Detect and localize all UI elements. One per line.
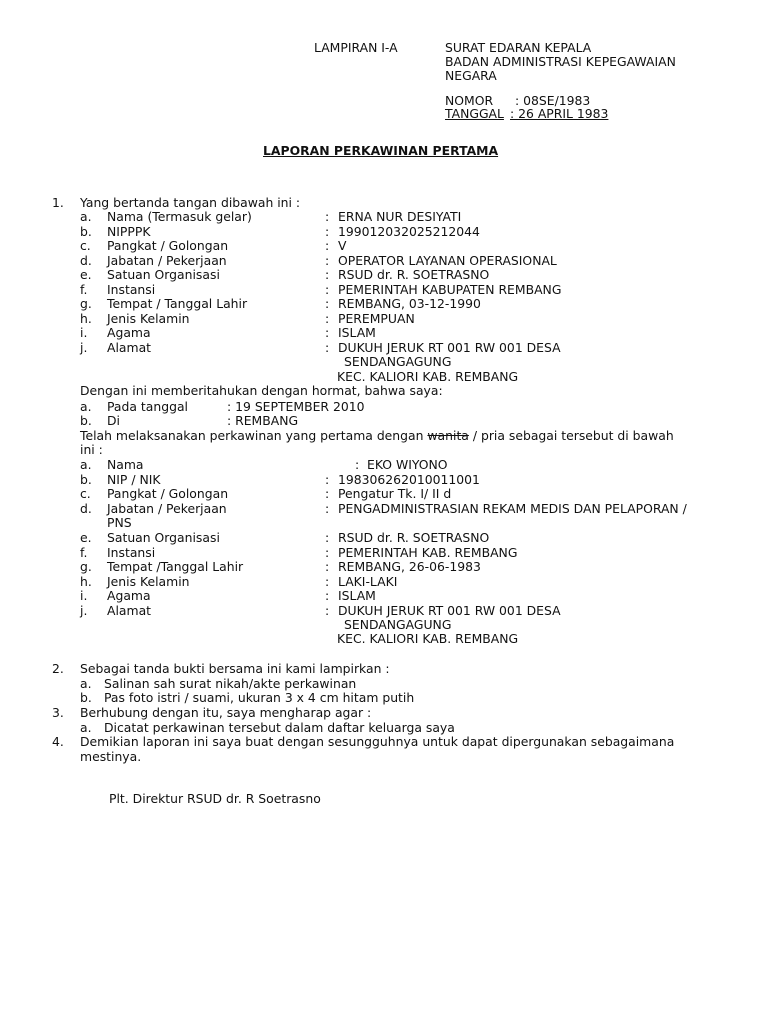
row-value: RSUD dr. R. SOETRASNO	[338, 267, 490, 282]
row-value: REMBANG, 26-06-1983	[338, 559, 481, 574]
row-label: NIPPPK	[107, 224, 151, 239]
spouse-alamat-cont-2: KEC. KALIORI KAB. REMBANG	[337, 631, 519, 646]
row-letter: h.	[80, 574, 92, 589]
surat-line-2: BADAN ADMINISTRASI KEPEGAWAIAN	[445, 54, 676, 69]
row-value: PEMERINTAH KAB. REMBANG	[338, 545, 518, 560]
section2-a-text: Salinan sah surat nikah/akte perkawinan	[104, 676, 357, 691]
section2-b-letter: b.	[80, 690, 92, 705]
row-letter: b.	[80, 472, 92, 487]
row-letter: d.	[80, 253, 92, 268]
row-label: Agama	[107, 325, 151, 340]
row-letter: e.	[80, 530, 92, 545]
signature-line: Plt. Direktur RSUD dr. R Soetrasno	[109, 791, 321, 806]
row-letter: g.	[80, 296, 92, 311]
row-separator: :	[325, 472, 330, 487]
row-separator: :	[325, 530, 330, 545]
row-letter: c.	[80, 238, 91, 253]
row-label: Satuan Organisasi	[107, 530, 220, 545]
notice-a-value: : 19 SEPTEMBER 2010	[227, 399, 365, 414]
row-value: LAKI-LAKI	[338, 574, 398, 589]
row-value: 199012032025212044	[338, 224, 480, 239]
row-separator: :	[325, 253, 330, 268]
row-letter: j.	[80, 603, 88, 618]
section3-num: 3.	[52, 705, 64, 720]
notice-b-value: : REMBANG	[227, 413, 299, 428]
row-value: PEREMPUAN	[338, 311, 415, 326]
row-letter: f.	[80, 282, 88, 297]
nomor-label: NOMOR	[445, 93, 494, 108]
row-label: Jenis Kelamin	[107, 574, 190, 589]
row-letter: g.	[80, 559, 92, 574]
row-label: Tempat / Tanggal Lahir	[107, 296, 248, 311]
row-label: Pangkat / Golongan	[107, 238, 229, 253]
section2-num: 2.	[52, 661, 64, 676]
section1-intro: Yang bertanda tangan dibawah ini :	[80, 195, 301, 210]
section2-a-letter: a.	[80, 676, 92, 691]
row-value: DUKUH JERUK RT 001 RW 001 DESA	[338, 603, 561, 618]
row-letter: c.	[80, 486, 91, 501]
row-letter: b.	[80, 224, 92, 239]
section2-b-text: Pas foto istri / suami, ukuran 3 x 4 cm hitam putih	[104, 690, 415, 705]
row-separator: :	[355, 457, 360, 472]
jabatan-cont: PNS	[107, 515, 132, 530]
row-label: Jenis Kelamin	[107, 311, 190, 326]
row-separator: :	[325, 267, 330, 282]
row-letter: d.	[80, 501, 92, 516]
section2-text: Sebagai tanda bukti bersama ini kami lampirkan :	[80, 661, 390, 676]
row-label: Pangkat / Golongan	[107, 486, 229, 501]
row-letter: e.	[80, 267, 92, 282]
row-label: Instansi	[107, 282, 156, 297]
row-value: V	[338, 238, 347, 253]
row-label: Satuan Organisasi	[107, 267, 220, 282]
row-label: NIP / NIK	[107, 472, 161, 487]
row-separator: :	[325, 238, 330, 253]
married-pre: Telah melaksanakan perkawinan yang pertama dengan	[80, 428, 428, 443]
married-post: / pria sebagai tersebut di bawah	[468, 428, 674, 443]
row-separator: :	[325, 574, 330, 589]
row-separator: :	[325, 545, 330, 560]
surat-line-3: NEGARA	[445, 68, 497, 83]
row-label: Tempat /Tanggal Lahir	[107, 559, 244, 574]
lampiran-label: LAMPIRAN I-A	[314, 40, 398, 55]
row-separator: :	[325, 559, 330, 574]
row-value: REMBANG, 03-12-1990	[338, 296, 481, 311]
row-separator: :	[325, 486, 330, 501]
row-letter: i.	[80, 325, 88, 340]
row-value: PEMERINTAH KABUPATEN REMBANG	[338, 282, 562, 297]
page-title: LAPORAN PERKAWINAN PERTAMA	[263, 143, 499, 158]
notice-b-letter: b.	[80, 413, 92, 428]
section3-a-letter: a.	[80, 720, 92, 735]
spouse-alamat-cont-1: SENDANGAGUNG	[344, 617, 452, 632]
row-label: Alamat	[107, 340, 152, 355]
row-separator: :	[325, 282, 330, 297]
notice-a-letter: a.	[80, 399, 92, 414]
section4-text: Demikian laporan ini saya buat dengan sesungguhnya untuk dapat dipergunakan sebagaimana	[80, 734, 675, 749]
section3-a-text: Dicatat perkawinan tersebut dalam daftar keluarga saya	[104, 720, 455, 735]
notice-a-label: Pada tanggal	[107, 399, 188, 414]
row-separator: :	[325, 224, 330, 239]
row-separator: :	[325, 325, 330, 340]
row-label: Alamat	[107, 603, 152, 618]
married-cont: ini :	[80, 442, 103, 457]
row-value: ERNA NUR DESIYATI	[338, 209, 462, 224]
row-separator: :	[325, 209, 330, 224]
row-label: Jabatan / Pekerjaan	[107, 501, 227, 516]
row-value: PENGADMINISTRASIAN REKAM MEDIS DAN PELAPORAN /	[338, 501, 687, 516]
nomor-value: : 08SE/1983	[515, 93, 591, 108]
row-value: DUKUH JERUK RT 001 RW 001 DESA	[338, 340, 561, 355]
row-label: Agama	[107, 588, 151, 603]
tanggal-value: : 26 APRIL 1983	[510, 106, 609, 121]
married-struck-word: wanita	[427, 428, 469, 443]
notice-b-label: Di	[107, 413, 120, 428]
row-separator: :	[325, 340, 330, 355]
row-value: EKO WIYONO	[367, 457, 448, 472]
married-statement	[80, 429, 674, 444]
row-label: Instansi	[107, 545, 156, 560]
row-value: 198306262010011001	[338, 472, 480, 487]
notice-text: Dengan ini memberitahukan dengan hormat, bahwa saya:	[80, 383, 443, 398]
row-label: Nama	[107, 457, 144, 472]
tanggal-label: TANGGAL	[445, 106, 504, 121]
row-separator: :	[325, 603, 330, 618]
section3-text: Berhubung dengan itu, saya mengharap agar :	[80, 705, 372, 720]
row-letter: j.	[80, 340, 88, 355]
row-label: Nama (Termasuk gelar)	[107, 209, 252, 224]
row-value: Pengatur Tk. I/ II d	[338, 486, 452, 501]
alamat-cont-1: SENDANGAGUNG	[344, 354, 452, 369]
row-value: RSUD dr. R. SOETRASNO	[338, 530, 490, 545]
row-value: ISLAM	[338, 588, 376, 603]
row-letter: i.	[80, 588, 88, 603]
row-label: Jabatan / Pekerjaan	[107, 253, 227, 268]
row-letter: h.	[80, 311, 92, 326]
row-letter: f.	[80, 545, 88, 560]
row-letter: a.	[80, 209, 92, 224]
row-separator: :	[325, 296, 330, 311]
section1-num: 1.	[52, 195, 64, 210]
row-value: ISLAM	[338, 325, 376, 340]
row-separator: :	[325, 311, 330, 326]
surat-line-1: SURAT EDARAN KEPALA	[445, 40, 592, 55]
row-separator: :	[325, 501, 330, 516]
alamat-cont-2: KEC. KALIORI KAB. REMBANG	[337, 369, 519, 384]
row-letter: a.	[80, 457, 92, 472]
section4-cont: mestinya.	[80, 749, 142, 764]
section4-num: 4.	[52, 734, 64, 749]
row-value: OPERATOR LAYANAN OPERASIONAL	[338, 253, 557, 268]
row-separator: :	[325, 588, 330, 603]
